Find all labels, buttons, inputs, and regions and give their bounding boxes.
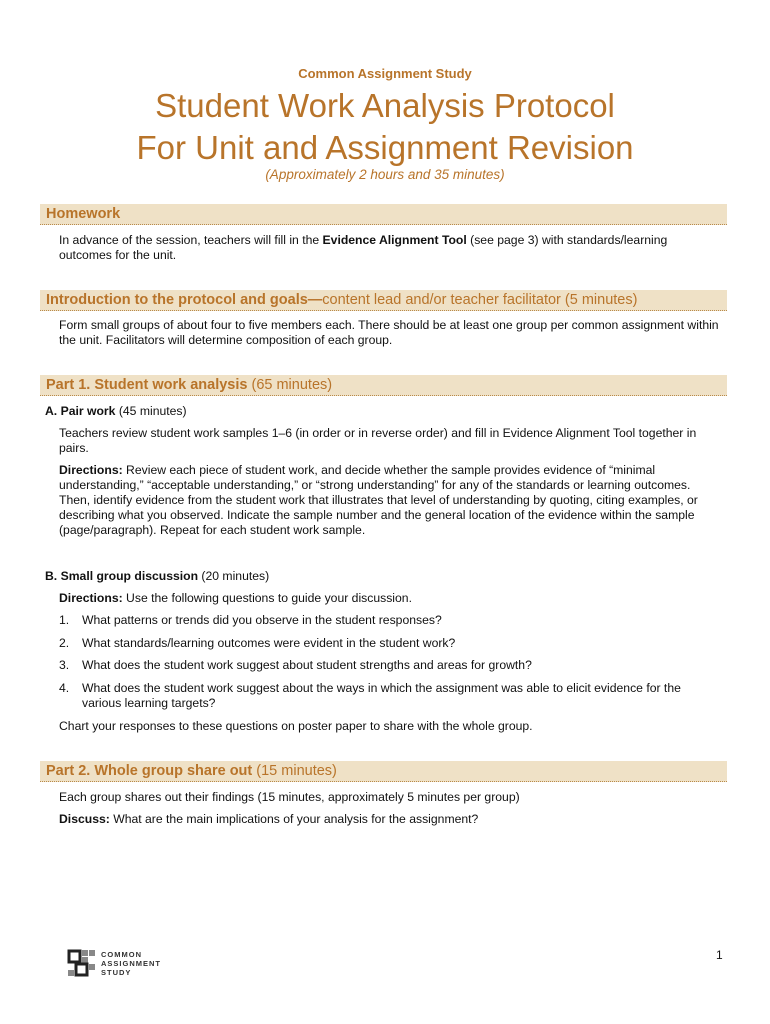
homework-text-before: In advance of the session, teachers will fill in the [59,233,323,247]
intro-heading-rest: content lead and/or teacher facilitator (5 minutes) [322,292,638,308]
pair-work-time: (45 minutes) [115,404,187,418]
directions-label: Directions: [59,463,123,477]
section-heading-homework [40,204,727,225]
small-group-time: (20 minutes) [198,569,270,583]
question-number: 3. [59,658,70,672]
pair-work-subheading [45,404,187,419]
question-text: What standards/learning outcomes were evident in the student work? [82,636,456,650]
small-group-directions [59,591,723,606]
question-text: What does the student work suggest about student strengths and areas for growth? [82,658,532,672]
question-number: 4. [59,681,70,695]
section-heading-part2 [40,761,727,782]
part2-discuss [59,812,723,827]
intro-paragraph: Form small groups of about four to five members each. There should be at least one group per common assignment within the unit. Facilitators will determine composition of each group. [59,318,719,347]
logo-text-line: COMMON [101,950,142,959]
homework-paragraph [59,233,723,263]
pair-work-label: A. Pair work [45,404,116,418]
question-text: What patterns or trends did you observe in the student responses? [82,613,442,627]
logo-text-line: ASSIGNMENT [101,959,162,968]
page-title-line2: For Unit and Assignment Revision [136,129,634,166]
part1-heading-bold: Part 1. Student work analysis [46,377,248,393]
directions-text: Use the following questions to guide your discussion. [122,591,412,605]
page-title-line1: Student Work Analysis Protocol [155,87,615,124]
homework-text-after: (see page 3) with standards/learning outcomes for the unit. [59,233,668,262]
part1-heading-rest: (65 minutes) [247,377,333,393]
section-heading-part1 [40,375,727,396]
evidence-alignment-tool-label: Evidence Alignment Tool [322,233,467,247]
small-group-label: B. Small group discussion [45,569,199,583]
part2-heading-rest: (15 minutes) [252,763,337,779]
discuss-label: Discuss: [59,812,110,826]
section-heading-introduction [40,290,727,311]
pair-work-paragraph: Teachers review student work samples 1–6 (in order or in reverse order) and fill in Evidence Alignment Tool together in pairs. [59,426,697,455]
chart-responses-paragraph: Chart your responses to these questions on poster paper to share with the whole group. [59,719,533,733]
part2-paragraph: Each group shares out their findings (15 minutes, approximately 5 minutes per group) [59,790,520,804]
duration-subtitle: (Approximately 2 hours and 35 minutes) [265,167,505,182]
supertitle: Common Assignment Study [298,66,472,81]
directions-text: Review each piece of student work, and decide whether the sample provides evidence of “minimal understanding,” “acceptable understanding,” or “strong understanding” for any of the standards or learning outcomes. Then, identify evidence from the student work that illustrates that level of understanding by quoting, citing examples, or describing what you observed. Indicate the sample number and the general location of the evidence within the sample (page/paragraph). Repeat for each student work sample. [59,463,698,537]
homework-heading: Homework [46,206,121,222]
logo-wordmark [101,950,161,977]
small-group-subheading [45,569,269,584]
pair-work-directions [59,463,723,538]
question-number: 1. [59,613,70,627]
logo-text-line: STUDY [101,968,132,977]
directions-label: Directions: [59,591,123,605]
discuss-text: What are the main implications of your analysis for the assignment? [109,812,479,826]
common-assignment-study-logo-icon [67,949,97,977]
intro-heading-bold: Introduction to the protocol and goals— [46,292,323,308]
question-text: What does the student work suggest about the ways in which the assignment was able to elicit evidence for the various learning targets? [82,681,681,710]
question-number: 2. [59,636,70,650]
page-number: 1 [716,948,723,962]
part2-heading-bold: Part 2. Whole group share out [46,763,253,779]
